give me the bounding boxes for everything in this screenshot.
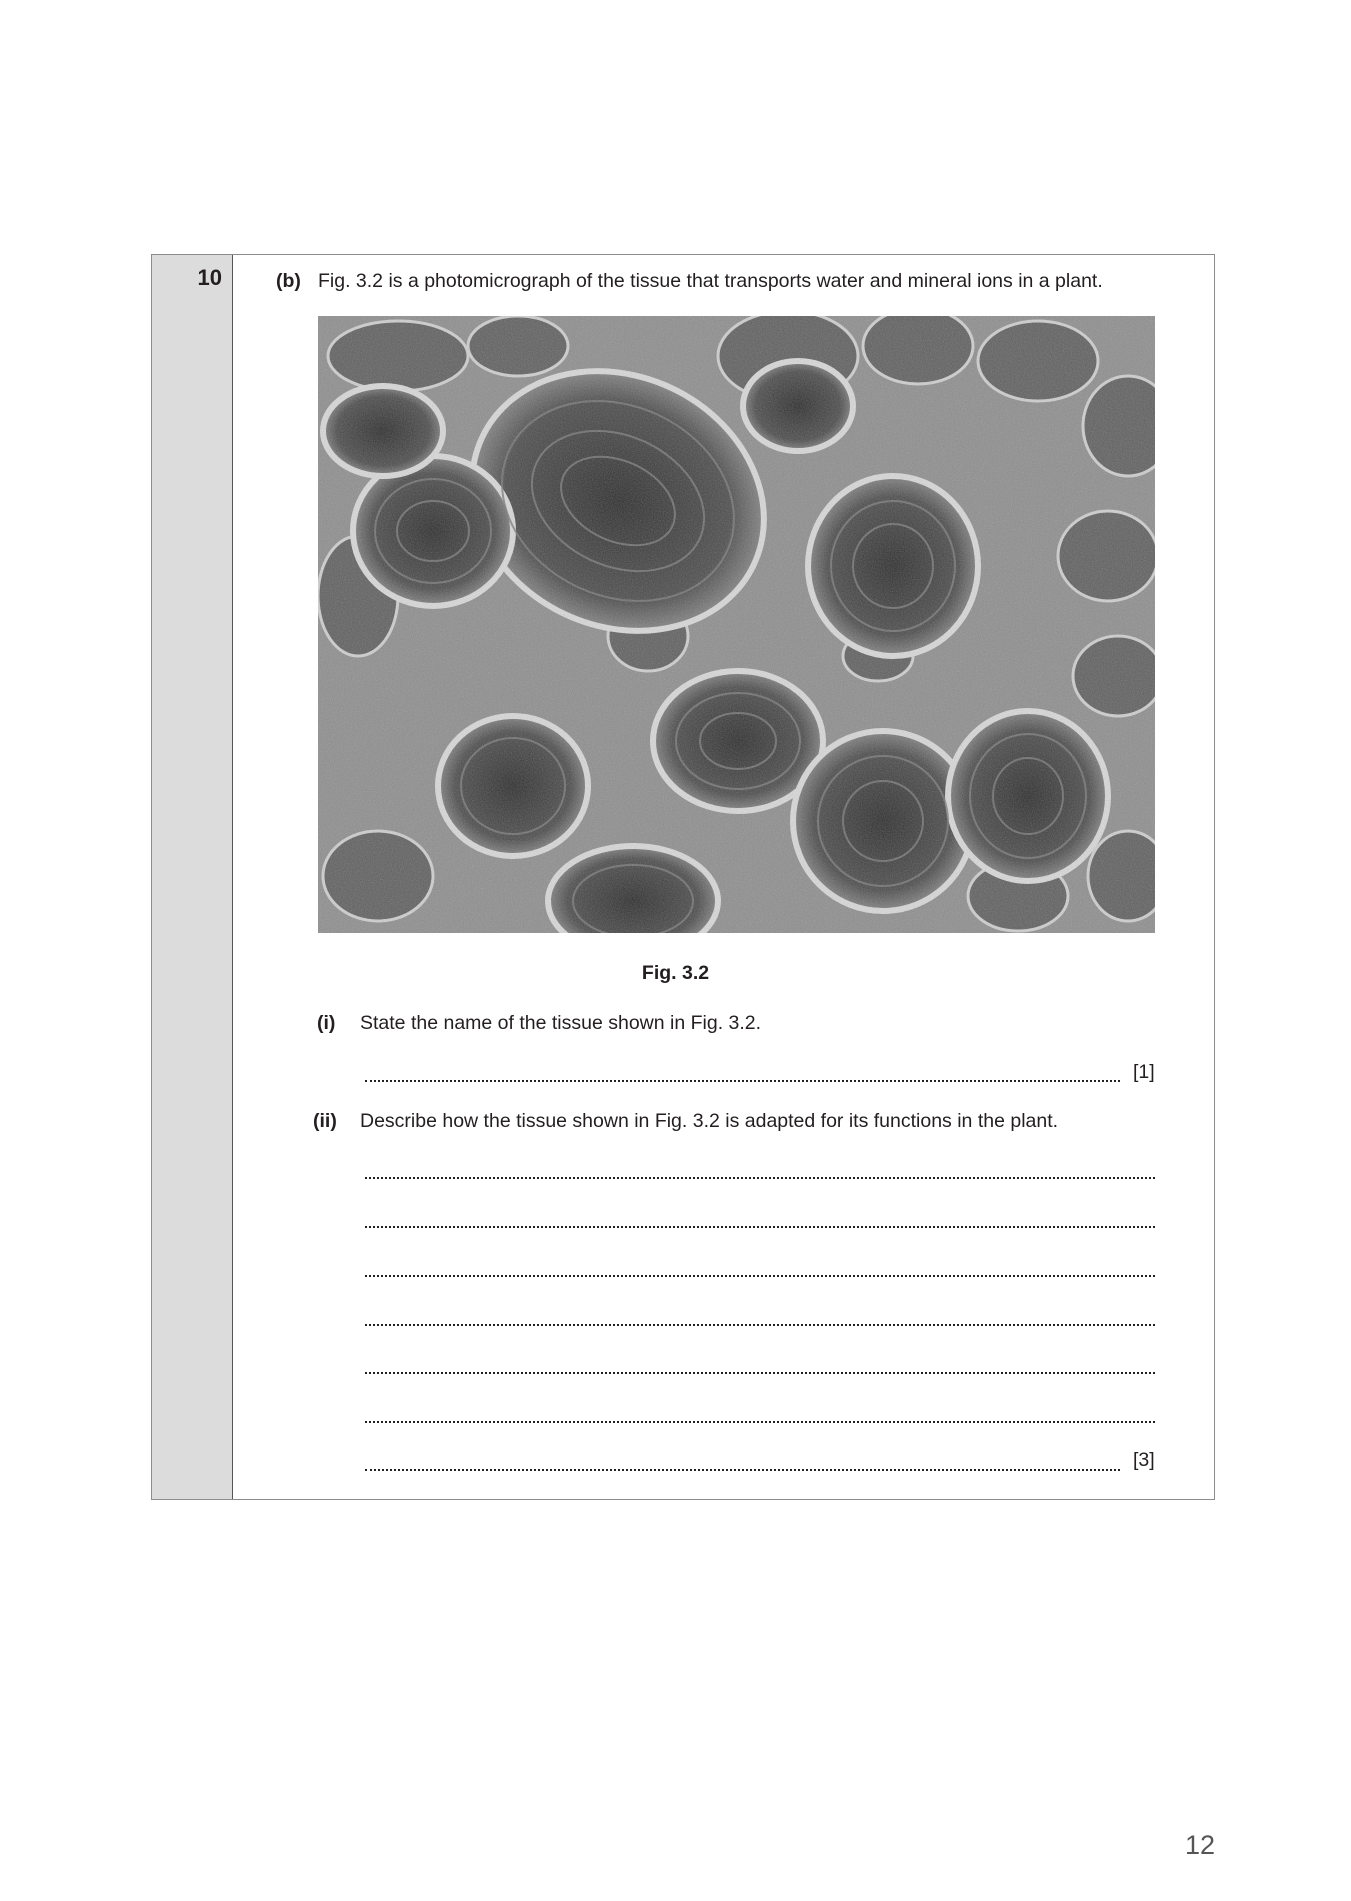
part-intro: Fig. 3.2 is a photomicrograph of the tissue that transports water and mineral ions in a plant.: [318, 270, 1103, 292]
question-number-column: [152, 255, 233, 1499]
answer-line-ii-2[interactable]: [365, 1226, 1155, 1228]
question-number: 10: [197, 265, 222, 290]
answer-line-ii-4[interactable]: [365, 1324, 1155, 1326]
marks-ii: [3]: [1133, 1449, 1155, 1471]
marks-i: [1]: [1133, 1061, 1155, 1083]
answer-line-ii-1[interactable]: [365, 1177, 1155, 1179]
answer-line-i[interactable]: [365, 1080, 1120, 1082]
answer-line-ii-7[interactable]: [365, 1469, 1120, 1471]
answer-line-ii-3[interactable]: [365, 1275, 1155, 1277]
sub-i-label: (i): [317, 1012, 336, 1034]
photomicrograph-figure: [318, 316, 1155, 933]
figure-caption: Fig. 3.2: [641, 962, 710, 984]
answer-line-ii-5[interactable]: [365, 1372, 1155, 1374]
sub-ii-label: (ii): [313, 1110, 337, 1132]
answer-line-ii-6[interactable]: [365, 1421, 1155, 1423]
page-number: 12: [1184, 1830, 1215, 1860]
sub-i-text: State the name of the tissue shown in Fig. 3.2.: [360, 1012, 762, 1034]
sub-ii-text: Describe how the tissue shown in Fig. 3.2 is adapted for its functions in the plant.: [360, 1110, 1059, 1132]
part-label: (b): [276, 270, 301, 292]
